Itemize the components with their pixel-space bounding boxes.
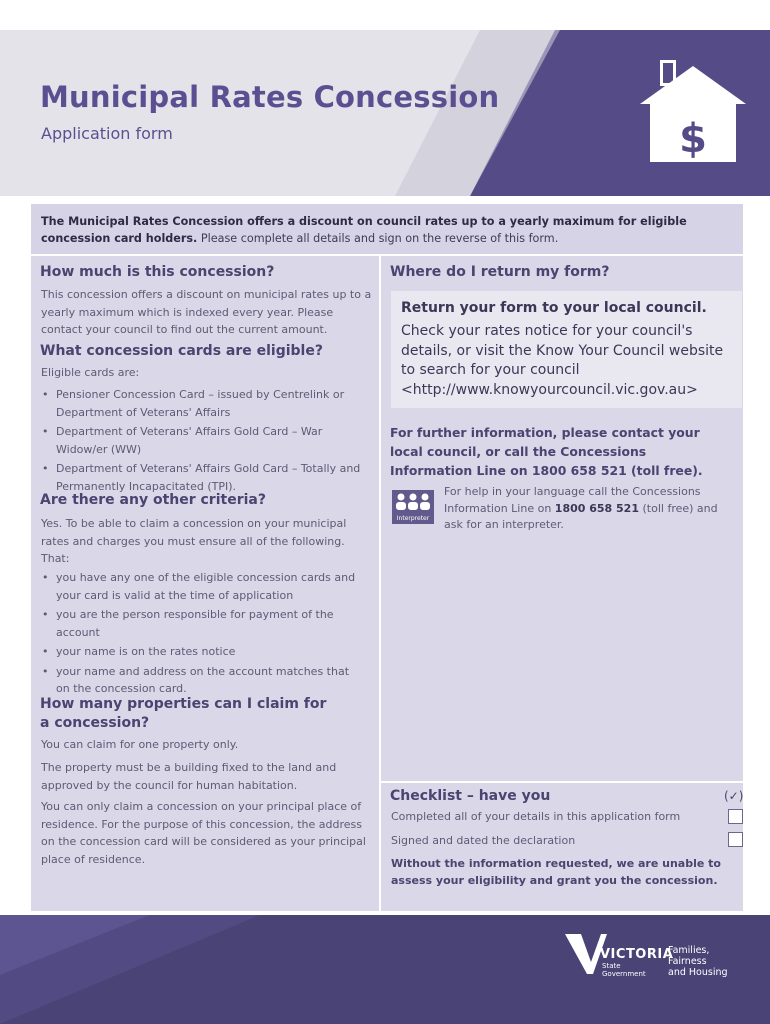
logo-sub-line: Government — [602, 970, 646, 978]
house-dollar-icon — [638, 54, 748, 166]
footer-background — [0, 915, 770, 1024]
list-item: • you are the person responsible for payment of the account — [40, 606, 360, 641]
victoria-logo-name: VICTORIA — [600, 947, 674, 962]
tick-column-label: (✓) — [724, 789, 744, 803]
criteria-heading: Are there any other criteria? — [40, 492, 266, 508]
interpreter-phone: 1800 658 521 — [554, 501, 639, 515]
interpreter-text — [444, 484, 734, 534]
dept-line: and Housing — [668, 967, 728, 978]
return-box-text: Check your rates notice for your council's details, or visit the Know Your Council website to search for your council <http://www.knowyourcouncil.vic.gov.au> — [401, 323, 724, 398]
return-box — [391, 291, 742, 408]
victoria-logo-sub — [602, 962, 646, 978]
checklist-checkbox-completed[interactable] — [728, 809, 743, 824]
interpreter-figures — [392, 490, 434, 524]
intro-bold: The Municipal Rates Concession offers a discount on council rates up to a yearly maximum for eligible concession card holders. — [41, 215, 687, 245]
dept-line: Families, — [668, 945, 710, 956]
list-item: • you have any one of the eligible concession cards and your card is valid at the time of application — [40, 569, 360, 604]
checklist-checkbox-signed[interactable] — [728, 832, 743, 847]
criteria-text: Yes. To be able to claim a concession on your municipal rates and charges you must ensure all of the following. That: — [41, 517, 347, 565]
properties-p3: You can only claim a concession on your principal place of residence. For the purpose of this concession, the address on the concession card will be considered as your principal place of residence. — [41, 800, 366, 866]
checklist-warning: Without the information requested, we are unable to assess your eligibility and grant you the concession. — [391, 857, 721, 887]
how-much-heading: How much is this concession? — [40, 264, 275, 280]
eligible-heading: What concession cards are eligible? — [40, 343, 323, 359]
list-item: • Department of Veterans' Affairs Gold Card – War Widow/er (WW) — [40, 423, 365, 458]
department-name — [668, 945, 728, 978]
footer-band — [0, 915, 770, 1024]
page-subtitle: Application form — [41, 124, 173, 143]
interpreter-text-b: (toll free) and ask for an interpreter. — [444, 501, 718, 531]
interpreter-icon — [392, 490, 434, 524]
page-title: Municipal Rates Concession — [40, 80, 500, 114]
properties-heading: How many properties can I claim for a concession? — [40, 696, 327, 731]
checklist-heading: Checklist – have you — [390, 788, 551, 804]
checklist-item-completed: Completed all of your details in this application form — [391, 810, 681, 823]
return-heading: Where do I return my form? — [390, 264, 610, 280]
dept-line: Fairness — [668, 956, 707, 967]
criteria-list — [40, 569, 360, 700]
checklist-item-signed: Signed and dated the declaration — [391, 834, 576, 847]
further-info: For further information, please contact your local council, or call the Concessions Information Line on 1800 658 521 (toll free). — [390, 425, 703, 478]
eligible-intro: Eligible cards are: — [41, 366, 140, 379]
how-much-text: This concession offers a discount on municipal rates up to a yearly maximum which is indexed every year. Please contact your council to find out the current amount. — [41, 288, 372, 336]
return-box-title: Return your form to your local council. — [401, 300, 707, 316]
list-item: • your name and address on the account matches that on the concession card. — [40, 663, 360, 698]
intro-normal: Please complete all details and sign on the reverse of this form. — [197, 232, 559, 245]
list-item: • your name is on the rates notice — [40, 643, 360, 661]
properties-p1: You can claim for one property only. — [41, 738, 239, 751]
interpreter-text-a: For help in your language call the Concessions Information Line on — [444, 485, 701, 515]
svg-text:$: $ — [679, 116, 707, 162]
eligible-cards-list — [40, 386, 365, 497]
interpreter-label: Interpreter — [396, 515, 430, 522]
list-item: • Pensioner Concession Card – issued by Centrelink or Department of Veterans' Affairs — [40, 386, 365, 421]
properties-p2: The property must be a building fixed to the land and approved by the council for human habitation. — [41, 761, 337, 792]
logo-sub-line: State — [602, 962, 621, 970]
list-item: • Department of Veterans' Affairs Gold Card – Totally and Permanently Incapacitated (TPI). — [40, 460, 365, 495]
intro-text — [31, 204, 743, 254]
